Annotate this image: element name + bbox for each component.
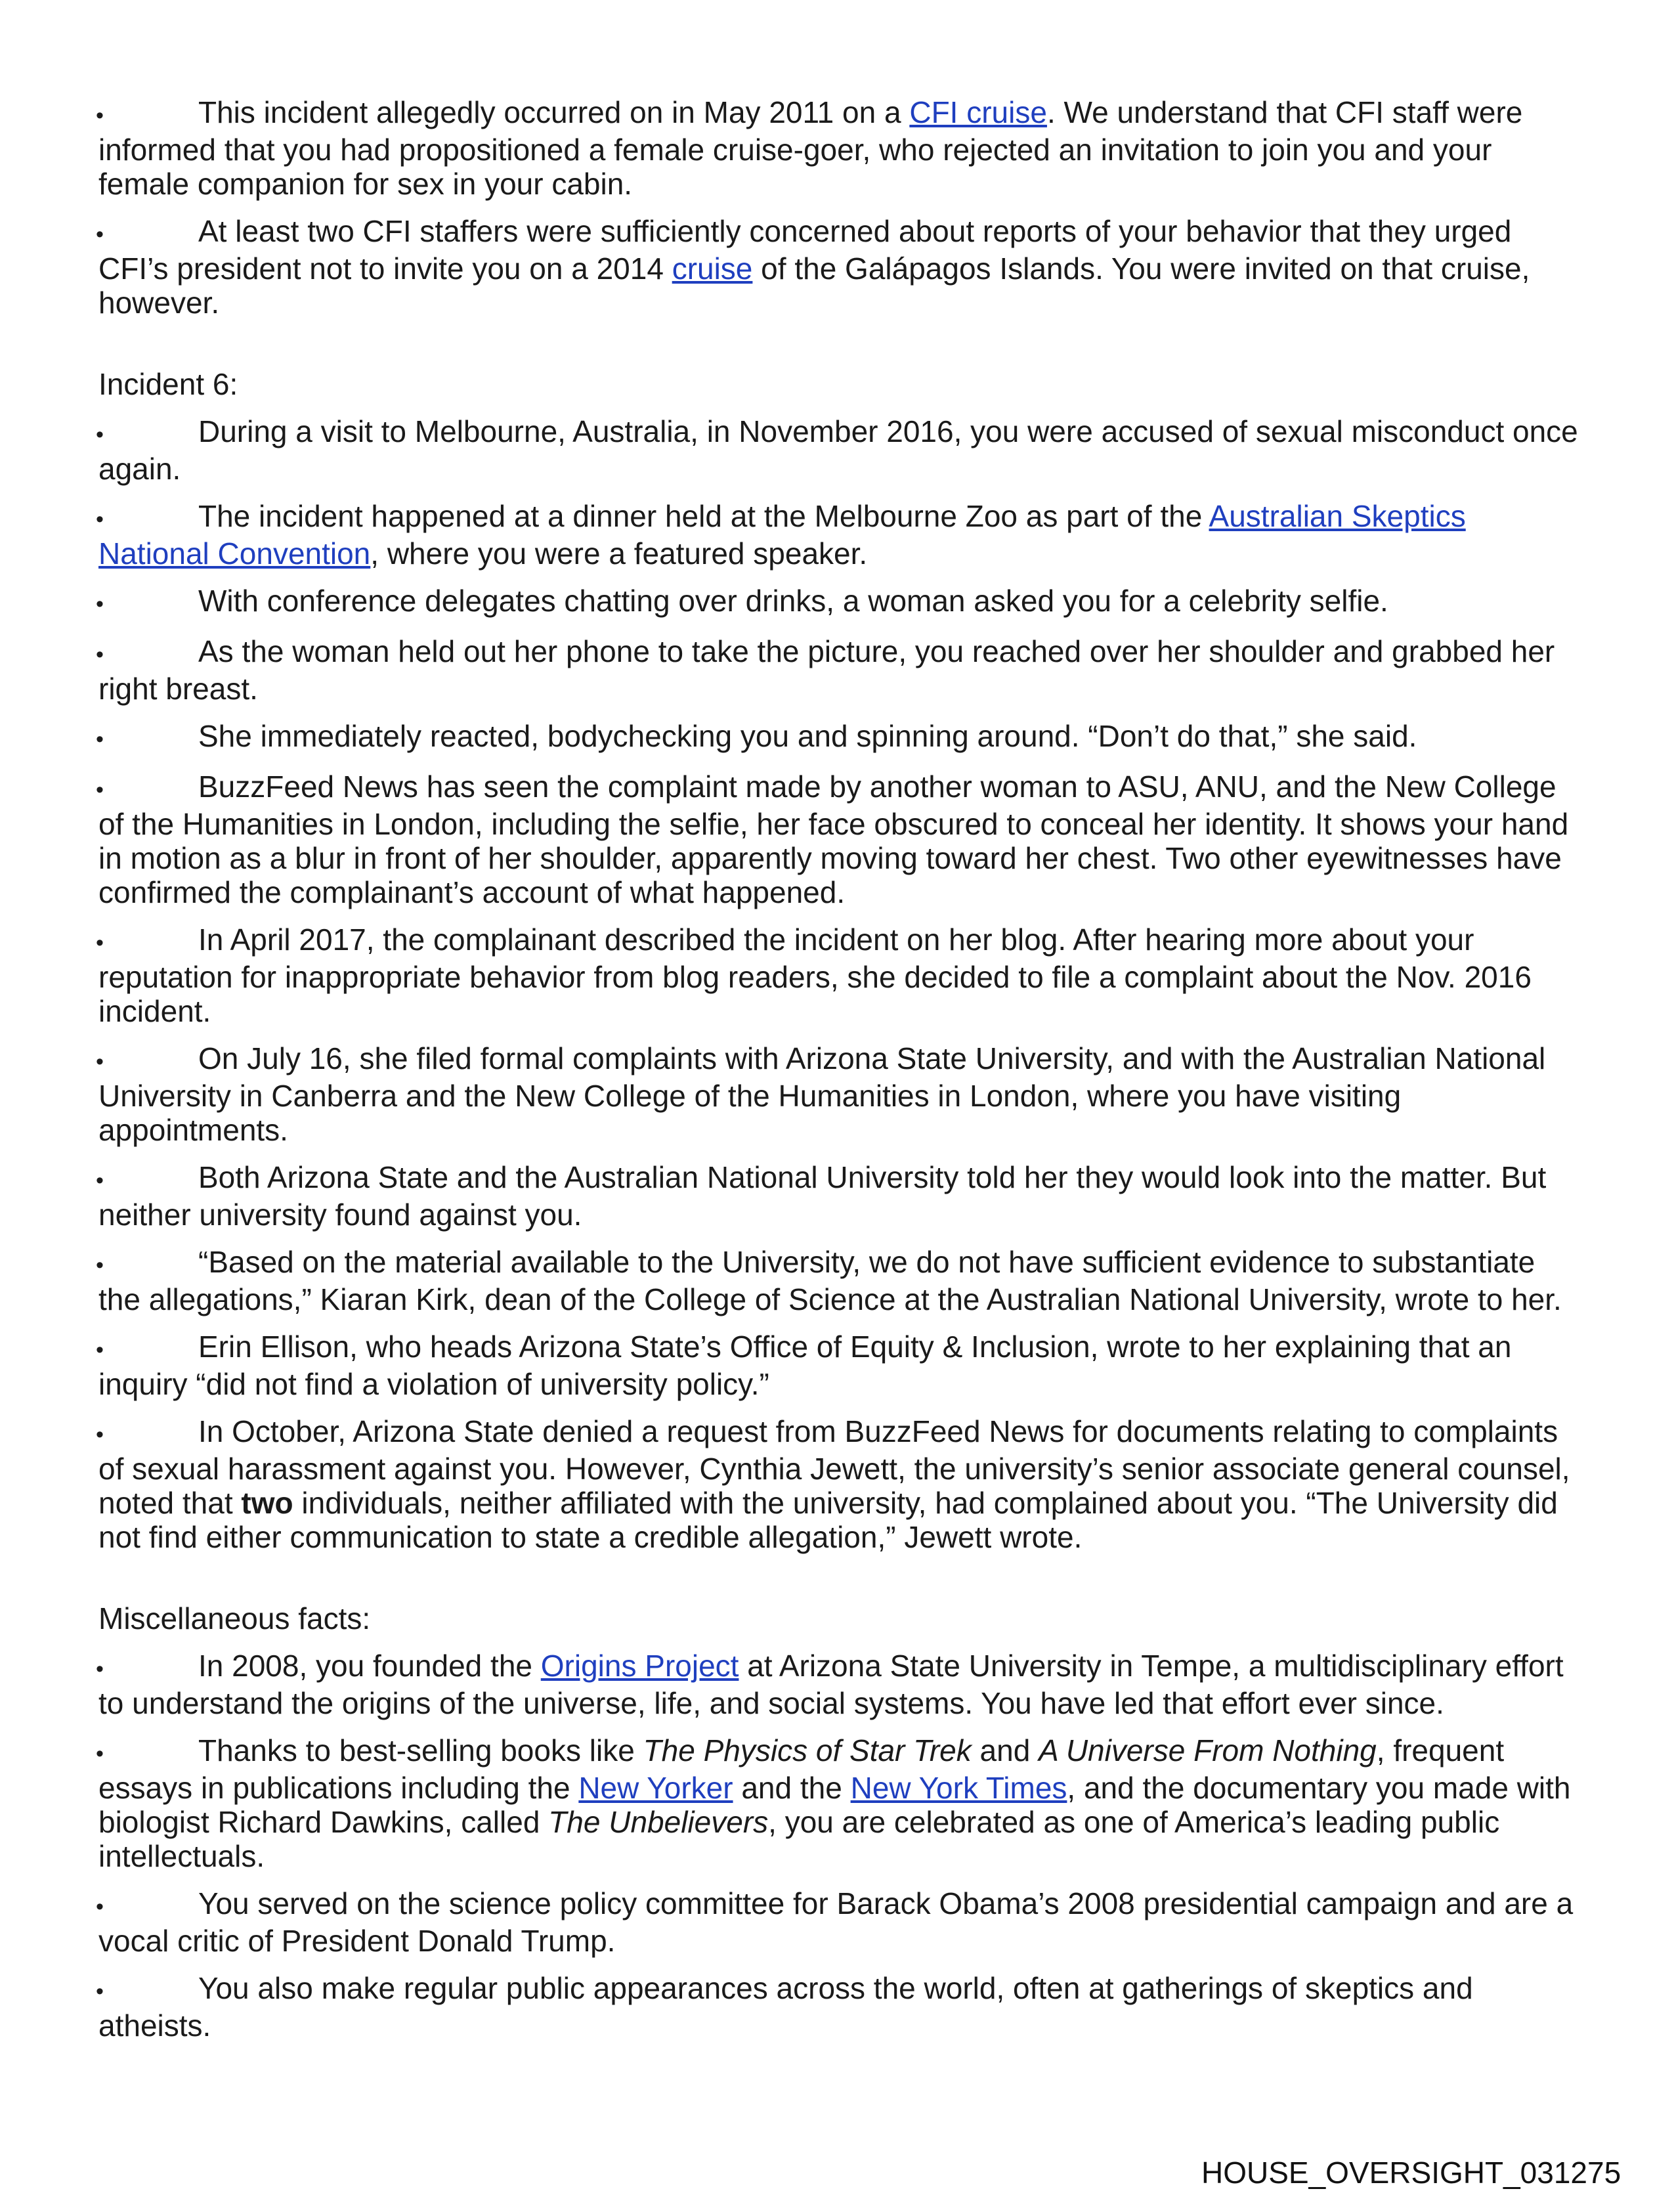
list-item: •The incident happened at a dinner held at the Melbourne Zoo as part of the Australian Skeptics National Convention, where you were a featured speaker. [98, 499, 1582, 571]
link-new-york-times[interactable]: New York Times [850, 1771, 1067, 1805]
book-title: A Universe From Nothing [1039, 1733, 1377, 1767]
bullet-dot [98, 1245, 198, 1282]
bullet-dot [98, 1733, 198, 1771]
bullet-dot [98, 1414, 198, 1452]
list-item: •In 2008, you founded the Origins Project at Arizona State University in Tempe, a multidisciplinary effort to understand the origins of the universe, life, and social systems. You have led that effort ever since. [98, 1649, 1582, 1720]
bullet-dot [98, 499, 198, 536]
section-heading-incident-6: Incident 6: [98, 367, 238, 401]
list-item: •Erin Ellison, who heads Arizona State’s Office of Equity & Inclusion, wrote to her explaining that an inquiry “did not find a violation of university policy.” [98, 1330, 1582, 1401]
list-item: •She immediately reacted, bodychecking you and spinning around. “Don’t do that,” she said. [98, 719, 1582, 756]
bullet-dot [98, 1886, 198, 1924]
link-australian-skeptics-convention[interactable]: Australian Skeptics National Convention [98, 499, 1466, 571]
section-heading-miscellaneous: Miscellaneous facts: [98, 1601, 371, 1636]
bullet-dot [98, 922, 198, 960]
bates-number: HOUSE_OVERSIGHT_031275 [1201, 2156, 1621, 2190]
bullet-cfi-staffers: •At least two CFI staffers were sufficiently concerned about reports of your behavior that they urged CFI’s president not to invite you on a 2014 cruise of the Galápagos Islands. You were invited on that cruise, however. [98, 214, 1582, 320]
list-item: •As the woman held out her phone to take the picture, you reached over her shoulder and grabbed her right breast. [98, 634, 1582, 706]
bullet-dot [98, 1160, 198, 1198]
list-item: •On July 16, she filed formal complaints with Arizona State University, and with the Australian National University in Canberra and the New College of the Humanities in London, where you have visiting appointments. [98, 1041, 1582, 1147]
list-item: •You also make regular public appearances across the world, often at gatherings of skeptics and atheists. [98, 1971, 1582, 2043]
list-item: •In October, Arizona State denied a request from BuzzFeed News for documents relating to complaints of sexual harassment against you. However, Cynthia Jewett, the university’s senior associate general counsel, noted that two individuals, neither affiliated with the university, had complained about you. “The University did not find either communication to state a credible allegation,” Jewett wrote. [98, 1414, 1582, 1554]
list-item: •With conference delegates chatting over drinks, a woman asked you for a celebrity selfie. [98, 584, 1582, 621]
book-title: The Physics of Star Trek [643, 1733, 972, 1767]
bullet-dot [98, 1971, 198, 2008]
link-cruise[interactable]: cruise [672, 251, 753, 286]
bullet-dot [98, 1041, 198, 1079]
link-origins-project[interactable]: Origins Project [540, 1649, 739, 1683]
list-item: •During a visit to Melbourne, Australia, in November 2016, you were accused of sexual misconduct once again. [98, 414, 1582, 486]
bullet-dot [98, 95, 198, 133]
bullet-dot [98, 414, 198, 452]
list-item: •Thanks to best-selling books like The Physics of Star Trek and A Universe From Nothing, frequent essays in publications including the New Yorker and the New York Times, and the documentary you made with biologist Richard Dawkins, called The Unbelievers, you are celebrated as one of America’s leading public intellectuals. [98, 1733, 1582, 1873]
bullet-dot [98, 214, 198, 251]
list-item: •In April 2017, the complainant described the incident on her blog. After hearing more about your reputation for inappropriate behavior from blog readers, she decided to file a complaint about the Nov. 2016 incident. [98, 922, 1582, 1028]
document-body [98, 95, 1582, 2056]
bullet-dot [98, 634, 198, 672]
bullet-dot [98, 1649, 198, 1686]
bullet-dot [98, 584, 198, 621]
list-item: •“Based on the material available to the University, we do not have sufficient evidence to substantiate the allegations,” Kiaran Kirk, dean of the College of Science at the Australian National University, wrote to her. [98, 1245, 1582, 1316]
bullet-dot [98, 719, 198, 756]
bullet-cfi-cruise-incident: •This incident allegedly occurred on in May 2011 on a CFI cruise. We understand that CFI staff were informed that you had propositioned a female cruise-goer, who rejected an invitation to join you and your female companion for sex in your cabin. [98, 95, 1582, 201]
list-item: •BuzzFeed News has seen the complaint made by another woman to ASU, ANU, and the New College of the Humanities in London, including the selfie, her face obscured to conceal her identity. It shows your hand in motion as a blur in front of her shoulder, apparently moving toward her chest. Two other eyewitnesses have confirmed the complainant’s account of what happened. [98, 770, 1582, 909]
list-item: •Both Arizona State and the Australian National University told her they would look into the matter. But neither university found against you. [98, 1160, 1582, 1232]
film-title: The Unbelievers [548, 1805, 769, 1839]
link-new-yorker[interactable]: New Yorker [578, 1771, 733, 1805]
bullet-dot [98, 1330, 198, 1367]
bullet-dot [98, 770, 198, 807]
list-item: •You served on the science policy committee for Barack Obama’s 2008 presidential campaign and are a vocal critic of President Donald Trump. [98, 1886, 1582, 1958]
emphasis-two: two [241, 1486, 293, 1520]
link-cfi-cruise[interactable]: CFI cruise [909, 95, 1047, 129]
